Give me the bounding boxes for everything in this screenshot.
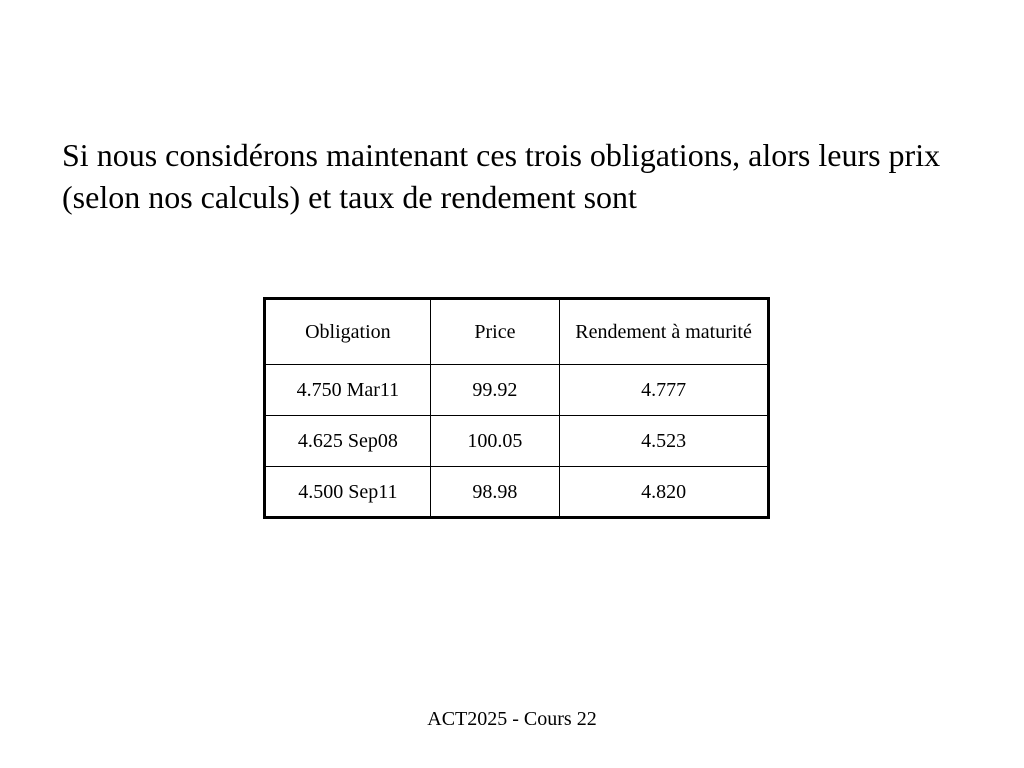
table-row [265,365,769,416]
header-price: Price [430,299,559,365]
intro-paragraph: Si nous considérons maintenant ces trois obligations, alors leurs prix (selon nos calculs) et taux de rendement sont [62,137,941,215]
table-row [265,416,769,467]
cell-rendement: 4.777 [560,365,769,416]
cell-obligation: 4.625 Sep08 [265,416,431,467]
cell-price: 99.92 [430,365,559,416]
table-header-row [265,299,769,365]
cell-rendement: 4.820 [560,467,769,518]
cell-obligation: 4.750 Mar11 [265,365,431,416]
header-obligation: Obligation [265,299,431,365]
cell-rendement: 4.523 [560,416,769,467]
table-row [265,467,769,518]
cell-obligation: 4.500 Sep11 [265,467,431,518]
bond-yield-table [263,297,770,519]
cell-price: 100.05 [430,416,559,467]
cell-price: 98.98 [430,467,559,518]
header-rendement: Rendement à maturité [560,299,769,365]
slide-footer: ACT2025 - Cours 22 [427,708,597,730]
